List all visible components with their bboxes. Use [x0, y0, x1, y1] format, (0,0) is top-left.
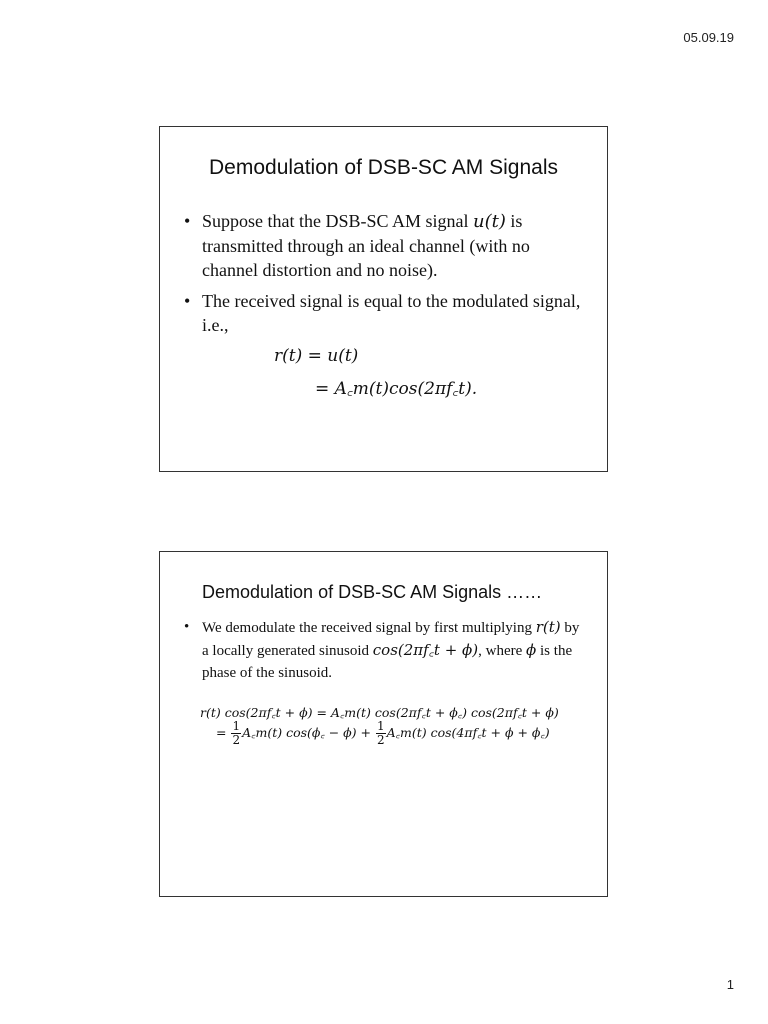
- equation-term: A꜀m(t) cos(4πf꜀t + ϕ + ϕ꜀): [386, 725, 550, 740]
- fraction-half: [231, 720, 241, 747]
- bullet-dot-icon: •: [184, 291, 191, 311]
- bullet-text: is transmitted through an ideal channel (with no channel distortion and no noise).: [202, 211, 530, 280]
- slide-2-bullet-1: [184, 616, 589, 684]
- slide-1: [159, 126, 608, 472]
- slide-2-title: Demodulation of DSB-SC AM Signals ……: [202, 582, 543, 602]
- slide-2-bullet-list: [184, 616, 589, 691]
- bullet-text: , where: [478, 643, 527, 659]
- bullet-text: The received signal is equal to the modulated signal, i.e.,: [202, 291, 581, 335]
- slide-1-equation-1: r(t) = u(t): [274, 346, 359, 366]
- slide-1-bullet-list: [184, 209, 589, 344]
- slide-2: [159, 551, 608, 897]
- math-inline: cos(2πf꜀t + ϕ): [372, 641, 479, 659]
- math-inline: ϕ: [526, 641, 537, 659]
- fraction-half: [376, 720, 386, 747]
- equation-term: A꜀m(t) cos(ϕ꜀ − ϕ) +: [242, 725, 371, 740]
- slide-1-equation-2: = A꜀m(t)cos(2πf꜀t).: [315, 379, 478, 399]
- fraction-denominator: 2: [232, 733, 241, 747]
- slide-1-title: Demodulation of DSB-SC AM Signals: [209, 156, 558, 179]
- fraction-denominator: 2: [376, 733, 385, 747]
- fraction-numerator: 1: [232, 719, 241, 733]
- header-date: 05.09.19: [683, 30, 734, 45]
- bullet-dot-icon: •: [184, 619, 190, 635]
- bullet-text: We demodulate the received signal by first multiplying: [202, 620, 536, 636]
- page-number: 1: [726, 977, 734, 992]
- bullet-text: by a locally generated sinusoid: [202, 620, 580, 659]
- slide-1-bullet-1: [184, 209, 589, 282]
- bullet-dot-icon: •: [184, 211, 191, 231]
- math-inline: u(t): [473, 211, 506, 232]
- slide-2-equation-1: r(t) cos(2πf꜀t + ϕ) = A꜀m(t) cos(2πf꜀t + ϕ꜀) cos(2πf꜀t + ϕ): [200, 705, 559, 720]
- slide-2-equation-2: [216, 720, 550, 747]
- bullet-text: is the phase of the sinusoid.: [202, 643, 573, 681]
- slide-1-bullet-2: [184, 289, 589, 337]
- bullet-text: Suppose that the DSB-SC AM signal: [202, 211, 474, 231]
- equals-sign: =: [216, 725, 227, 740]
- math-inline: r(t): [535, 618, 561, 636]
- fraction-numerator: 1: [376, 719, 385, 733]
